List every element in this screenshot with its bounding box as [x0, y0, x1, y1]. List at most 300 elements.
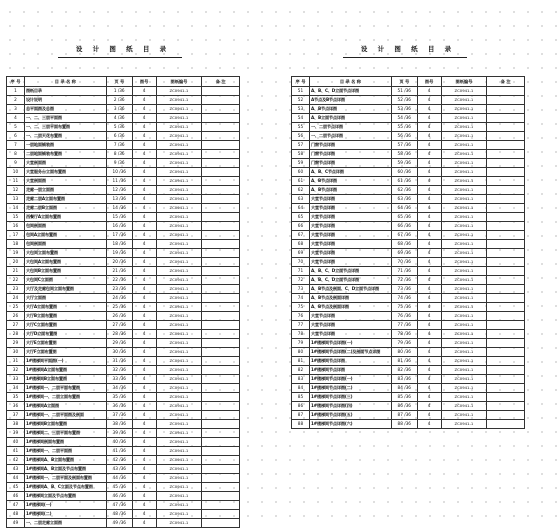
cell-size: 4 [132, 501, 156, 510]
cell-serial: 6 [7, 132, 25, 141]
cell-serial: 58 [292, 150, 310, 159]
header-remarks: 备 注 [202, 77, 240, 87]
header-serial: 序 号 [292, 77, 310, 87]
cell-name: 1#楼梯间节点详图(一) [309, 375, 391, 384]
cell-code: ZC0941-1 [156, 510, 202, 519]
cell-size: 4 [132, 366, 156, 375]
cell-code: ZC0941-1 [441, 393, 487, 402]
cell-code: ZC0941-1 [441, 177, 487, 186]
cell-code: ZC0941-1 [441, 123, 487, 132]
cell-code: ZC0941-1 [156, 348, 202, 357]
table-row [7, 195, 240, 204]
cell-page: 68 /36 [391, 240, 417, 249]
cell-page: 13 /36 [106, 195, 132, 204]
cell-remarks [202, 348, 240, 357]
table-row [292, 213, 525, 222]
cell-name: 大厅及走廊包间立面布置图 [24, 285, 106, 294]
cell-remarks [487, 303, 525, 312]
cell-name: 西餐厅A立面布置图 [24, 213, 106, 222]
cell-page: 20 /36 [106, 258, 132, 267]
cell-size: 4 [132, 132, 156, 141]
table-row [7, 222, 240, 231]
cell-code: ZC0941-1 [441, 240, 487, 249]
cell-code: ZC0941-1 [441, 150, 487, 159]
cell-code: ZC0941-1 [156, 357, 202, 366]
cell-page: 70 /36 [391, 258, 417, 267]
cell-page: 69 /36 [391, 249, 417, 258]
cell-code: ZC0941-1 [441, 114, 487, 123]
cell-size: 4 [417, 240, 441, 249]
cell-serial: 59 [292, 159, 310, 168]
table-row [7, 114, 240, 123]
cell-code: ZC0941-1 [156, 339, 202, 348]
cell-name: 1#楼梯间节点详图(五) [309, 411, 391, 420]
cell-name: 大厅A立面布置图 [24, 303, 106, 312]
cell-name: 门窗节点详图 [309, 159, 391, 168]
cell-code: ZC0941-1 [441, 303, 487, 312]
cell-page: 79 /36 [391, 339, 417, 348]
header-code: 图纸编号 [441, 77, 487, 87]
header-remarks: 备 注 [487, 77, 525, 87]
cell-size: 4 [417, 231, 441, 240]
cell-size: 4 [417, 375, 441, 384]
cell-remarks [202, 411, 240, 420]
cell-size: 4 [132, 465, 156, 474]
cell-size: 4 [132, 240, 156, 249]
cell-name: 1#楼梯间一、二层平面图及剖面 [24, 411, 106, 420]
cell-name: 1#楼梯间一、二层立面布置图 [24, 393, 106, 402]
cell-remarks [487, 186, 525, 195]
cell-page: 58 /36 [391, 150, 417, 159]
cell-serial: 16 [7, 222, 25, 231]
cell-page: 64 /36 [391, 204, 417, 213]
cell-code: ZC0941-1 [156, 105, 202, 114]
table-row [7, 465, 240, 474]
cell-size: 4 [132, 168, 156, 177]
cell-remarks [202, 222, 240, 231]
table-row [292, 96, 525, 105]
cell-code: ZC0941-1 [441, 411, 487, 420]
cell-serial: 4 [7, 114, 25, 123]
cell-page: 57 /36 [391, 141, 417, 150]
cell-size: 4 [417, 123, 441, 132]
cell-page: 63 /36 [391, 195, 417, 204]
cell-name: A、B节点及剖面详图 [309, 294, 391, 303]
cell-name: 1#楼梯间节点详图 [309, 366, 391, 375]
cell-remarks [202, 339, 240, 348]
cell-page: 27 /36 [106, 321, 132, 330]
cell-code: ZC0941-1 [441, 375, 487, 384]
cell-serial: 86 [292, 402, 310, 411]
cell-page: 24 /36 [106, 294, 132, 303]
cell-code: ZC0941-1 [441, 357, 487, 366]
cell-size: 4 [132, 429, 156, 438]
cell-serial: 42 [7, 456, 25, 465]
cell-code: ZC0941-1 [156, 114, 202, 123]
cell-name: 大堂节点详图 [309, 312, 391, 321]
cell-serial: 9 [7, 159, 25, 168]
table-row [7, 258, 240, 267]
cell-serial: 78 [292, 330, 310, 339]
cell-remarks [487, 294, 525, 303]
cell-serial: 80 [292, 348, 310, 357]
cell-code: ZC0941-1 [441, 339, 487, 348]
cell-name: 1#楼梯间B立面布置图 [24, 375, 106, 384]
cell-code: ZC0941-1 [441, 276, 487, 285]
cell-code: ZC0941-1 [441, 402, 487, 411]
cell-code: ZC0941-1 [156, 123, 202, 132]
cell-size: 4 [417, 222, 441, 231]
cell-size: 4 [132, 492, 156, 501]
cell-serial: 68 [292, 240, 310, 249]
table-row [292, 204, 525, 213]
cell-name: 大堂剖面图 [24, 177, 106, 186]
cell-serial: 27 [7, 321, 25, 330]
cell-page: 53 /36 [391, 105, 417, 114]
cell-remarks [202, 285, 240, 294]
cell-page: 10 /36 [106, 168, 132, 177]
cell-size: 4 [417, 141, 441, 150]
cell-remarks [202, 321, 240, 330]
cell-remarks [202, 168, 240, 177]
cell-page: 55 /36 [391, 123, 417, 132]
cell-size: 4 [132, 456, 156, 465]
table-row [292, 231, 525, 240]
cell-code: ZC0941-1 [441, 222, 487, 231]
cell-page: 72 /36 [391, 276, 417, 285]
cell-page: 26 /36 [106, 312, 132, 321]
cell-serial: 56 [292, 132, 310, 141]
header-size: 图号 [417, 77, 441, 87]
cell-serial: 13 [7, 195, 25, 204]
cell-remarks [202, 105, 240, 114]
table-row [292, 177, 525, 186]
cell-size: 4 [417, 294, 441, 303]
cell-page: 16 /36 [106, 222, 132, 231]
cell-remarks [487, 402, 525, 411]
cell-name: 包间剖面图 [24, 240, 106, 249]
table-row [7, 348, 240, 357]
cell-remarks [487, 375, 525, 384]
cell-name: 一、二层走廊立面图 [24, 519, 106, 528]
cell-page: 71 /36 [391, 267, 417, 276]
cell-remarks [202, 393, 240, 402]
table-row [292, 303, 525, 312]
cell-name: 1#楼梯间A、B立面布置图 [24, 456, 106, 465]
cell-name: 一、二层节点详图 [309, 132, 391, 141]
cell-size: 4 [417, 204, 441, 213]
cell-code: ZC0941-1 [441, 96, 487, 105]
cell-code: ZC0941-1 [156, 294, 202, 303]
title-underline [343, 57, 467, 58]
cell-serial: 22 [7, 276, 25, 285]
cell-size: 4 [417, 105, 441, 114]
cell-size: 4 [132, 420, 156, 429]
table-row [292, 321, 525, 330]
cell-page: 28 /36 [106, 330, 132, 339]
cell-size: 4 [417, 303, 441, 312]
cell-size: 4 [132, 483, 156, 492]
cell-name: 大厅E立面布置图 [24, 339, 106, 348]
cell-size: 4 [132, 438, 156, 447]
cell-code: ZC0941-1 [441, 231, 487, 240]
cell-page: 60 /36 [391, 168, 417, 177]
cell-code: ZC0941-1 [156, 438, 202, 447]
table-row [7, 366, 240, 375]
cell-size: 4 [132, 249, 156, 258]
cell-serial: 26 [7, 312, 25, 321]
cell-code: ZC0941-1 [156, 447, 202, 456]
cell-code: ZC0941-1 [156, 303, 202, 312]
cell-name: 图纸目录 [24, 87, 106, 96]
table-row [7, 375, 240, 384]
cell-page: 61 /36 [391, 177, 417, 186]
cell-serial: 30 [7, 348, 25, 357]
cell-page: 56 /36 [391, 132, 417, 141]
cell-serial: 77 [292, 321, 310, 330]
table-row [292, 402, 525, 411]
cell-page: 84 /36 [391, 384, 417, 393]
cell-serial: 7 [7, 141, 25, 150]
cell-serial: 87 [292, 411, 310, 420]
cell-serial: 28 [7, 330, 25, 339]
cell-serial: 12 [7, 186, 25, 195]
cell-page: 87 /36 [391, 411, 417, 420]
cell-serial: 55 [292, 123, 310, 132]
cell-size: 4 [132, 87, 156, 96]
cell-name: 大堂节点详图 [309, 258, 391, 267]
cell-name: 一层地面铺装图 [24, 141, 106, 150]
cell-name: 1#楼梯间节点详图(二) [309, 384, 391, 393]
cell-serial: 33 [7, 375, 25, 384]
cell-size: 4 [132, 159, 156, 168]
cell-size: 4 [417, 267, 441, 276]
cell-size: 4 [132, 186, 156, 195]
cell-serial: 32 [7, 366, 25, 375]
cell-code: ZC0941-1 [156, 492, 202, 501]
cell-name: 大包间C立面图 [24, 276, 106, 285]
cell-serial: 69 [292, 249, 310, 258]
cell-code: ZC0941-1 [156, 393, 202, 402]
cell-page: 39 /36 [106, 429, 132, 438]
cell-serial: 20 [7, 258, 25, 267]
table-row [292, 348, 525, 357]
cell-page: 77 /36 [391, 321, 417, 330]
cell-remarks [202, 195, 240, 204]
cell-code: ZC0941-1 [441, 267, 487, 276]
cell-serial: 70 [292, 258, 310, 267]
cell-code: ZC0941-1 [441, 213, 487, 222]
cell-name: 包间A立面布置图 [24, 231, 106, 240]
cell-size: 4 [417, 321, 441, 330]
cell-serial: 52 [292, 96, 310, 105]
cell-name: A、B、C、D立面节点详图 [309, 276, 391, 285]
cell-remarks [202, 123, 240, 132]
table-header-row [292, 77, 525, 87]
cell-page: 8 /36 [106, 150, 132, 159]
cell-size: 4 [132, 402, 156, 411]
cell-page: 67 /36 [391, 231, 417, 240]
cell-page: 52 /36 [391, 96, 417, 105]
cell-serial: 73 [292, 285, 310, 294]
cell-name: 1#楼梯间A立面布置图 [24, 366, 106, 375]
cell-size: 4 [132, 339, 156, 348]
cell-remarks [202, 132, 240, 141]
cell-size: 4 [132, 276, 156, 285]
table-row [292, 168, 525, 177]
cell-code: ZC0941-1 [156, 411, 202, 420]
cell-code: ZC0941-1 [441, 420, 487, 429]
cell-serial: 60 [292, 168, 310, 177]
cell-size: 4 [417, 420, 441, 429]
cell-code: ZC0941-1 [156, 465, 202, 474]
header-name: 目 录 名 称 [24, 77, 106, 87]
cell-page: 48 /36 [106, 510, 132, 519]
cell-page: 37 /36 [106, 411, 132, 420]
cell-serial: 21 [7, 267, 25, 276]
cell-serial: 84 [292, 384, 310, 393]
cell-name: 大堂节点详图 [309, 330, 391, 339]
cell-name: 大堂节点详图 [309, 213, 391, 222]
cell-code: ZC0941-1 [156, 96, 202, 105]
cell-size: 4 [417, 114, 441, 123]
table-row [7, 177, 240, 186]
table-row [292, 123, 525, 132]
header-page: 页 号 [106, 77, 132, 87]
cell-remarks [202, 510, 240, 519]
cell-remarks [202, 474, 240, 483]
cell-serial: 64 [292, 204, 310, 213]
cell-serial: 38 [7, 420, 25, 429]
header-code: 图纸编号 [156, 77, 202, 87]
cell-size: 4 [132, 114, 156, 123]
cell-remarks [487, 168, 525, 177]
table-row [292, 411, 525, 420]
cell-remarks [202, 186, 240, 195]
cell-size: 4 [417, 249, 441, 258]
cell-remarks [202, 483, 240, 492]
cell-page: 6 /36 [106, 132, 132, 141]
table-row [7, 420, 240, 429]
cell-page: 45 /36 [106, 483, 132, 492]
cell-serial: 63 [292, 195, 310, 204]
cell-size: 4 [417, 96, 441, 105]
cell-remarks [202, 366, 240, 375]
cell-page: 11 /36 [106, 177, 132, 186]
cell-name: A、B、C节点详图 [309, 168, 391, 177]
cell-serial: 46 [7, 492, 25, 501]
cell-remarks [202, 141, 240, 150]
cell-name: 一、二层天花布置图 [24, 132, 106, 141]
cell-size: 4 [132, 177, 156, 186]
table-row [292, 150, 525, 159]
cell-name: 1#楼梯间一、二层平面图 [24, 447, 106, 456]
cell-remarks [487, 357, 525, 366]
cell-name: 1#楼梯间A、B、C立面及节点布置图 [24, 483, 106, 492]
table-row [292, 87, 525, 96]
cell-size: 4 [132, 384, 156, 393]
cell-serial: 72 [292, 276, 310, 285]
cell-name: 二层地面铺装布置图 [24, 150, 106, 159]
cell-size: 4 [132, 285, 156, 294]
cell-name: 1#楼梯间节点详图(二)及剖面节点详图 [309, 348, 391, 357]
cell-size: 4 [132, 474, 156, 483]
cell-serial: 10 [7, 168, 25, 177]
table-row [7, 303, 240, 312]
cell-serial: 54 [292, 114, 310, 123]
cell-remarks [487, 267, 525, 276]
cell-serial: 82 [292, 366, 310, 375]
cell-remarks [202, 402, 240, 411]
cell-size: 4 [132, 393, 156, 402]
cell-remarks [487, 249, 525, 258]
cell-size: 4 [132, 411, 156, 420]
cell-code: ZC0941-1 [156, 258, 202, 267]
cell-serial: 66 [292, 222, 310, 231]
cell-serial: 2 [7, 96, 25, 105]
catalog-table [6, 76, 240, 528]
cell-page: 76 /36 [391, 312, 417, 321]
cell-name: 一、二层节点详图 [309, 123, 391, 132]
cell-remarks [487, 141, 525, 150]
cell-size: 4 [132, 222, 156, 231]
cell-remarks [202, 330, 240, 339]
cell-page: 31 /36 [106, 357, 132, 366]
cell-size: 4 [417, 159, 441, 168]
cell-page: 73 /36 [391, 285, 417, 294]
cell-serial: 34 [7, 384, 25, 393]
table-row [292, 132, 525, 141]
cell-size: 4 [417, 186, 441, 195]
cell-page: 83 /36 [391, 375, 417, 384]
cell-page: 78 /36 [391, 330, 417, 339]
cell-remarks [487, 150, 525, 159]
cell-serial: 61 [292, 177, 310, 186]
cell-name: 门窗节点详图 [309, 141, 391, 150]
cell-remarks [487, 384, 525, 393]
cell-size: 4 [132, 213, 156, 222]
cell-remarks [487, 105, 525, 114]
cell-size: 4 [417, 348, 441, 357]
cell-name: 大堂节点详图 [309, 231, 391, 240]
cell-page: 62 /36 [391, 186, 417, 195]
cell-page: 22 /36 [106, 276, 132, 285]
cell-page: 46 /36 [106, 492, 132, 501]
cell-serial: 79 [292, 339, 310, 348]
cell-name: 1#楼梯间剖面布置图 [24, 438, 106, 447]
table-row [292, 420, 525, 429]
table-row [7, 312, 240, 321]
cell-remarks [487, 132, 525, 141]
cell-code: ZC0941-1 [156, 483, 202, 492]
cell-name: 1#楼梯间立面及节点布置图 [24, 492, 106, 501]
cell-code: ZC0941-1 [441, 204, 487, 213]
table-row [292, 276, 525, 285]
cell-size: 4 [417, 411, 441, 420]
cell-size: 4 [132, 258, 156, 267]
cell-serial: 49 [7, 519, 25, 528]
cell-name: 门窗节点详图 [309, 150, 391, 159]
cell-size: 4 [132, 150, 156, 159]
cell-remarks [202, 384, 240, 393]
cell-remarks [202, 96, 240, 105]
cell-name: 1#楼梯间节点详图(一) [309, 339, 391, 348]
cell-remarks [202, 240, 240, 249]
cell-code: ZC0941-1 [441, 285, 487, 294]
cell-code: ZC0941-1 [156, 240, 202, 249]
cell-name: A、B节点详图 [309, 105, 391, 114]
cell-serial: 11 [7, 177, 25, 186]
